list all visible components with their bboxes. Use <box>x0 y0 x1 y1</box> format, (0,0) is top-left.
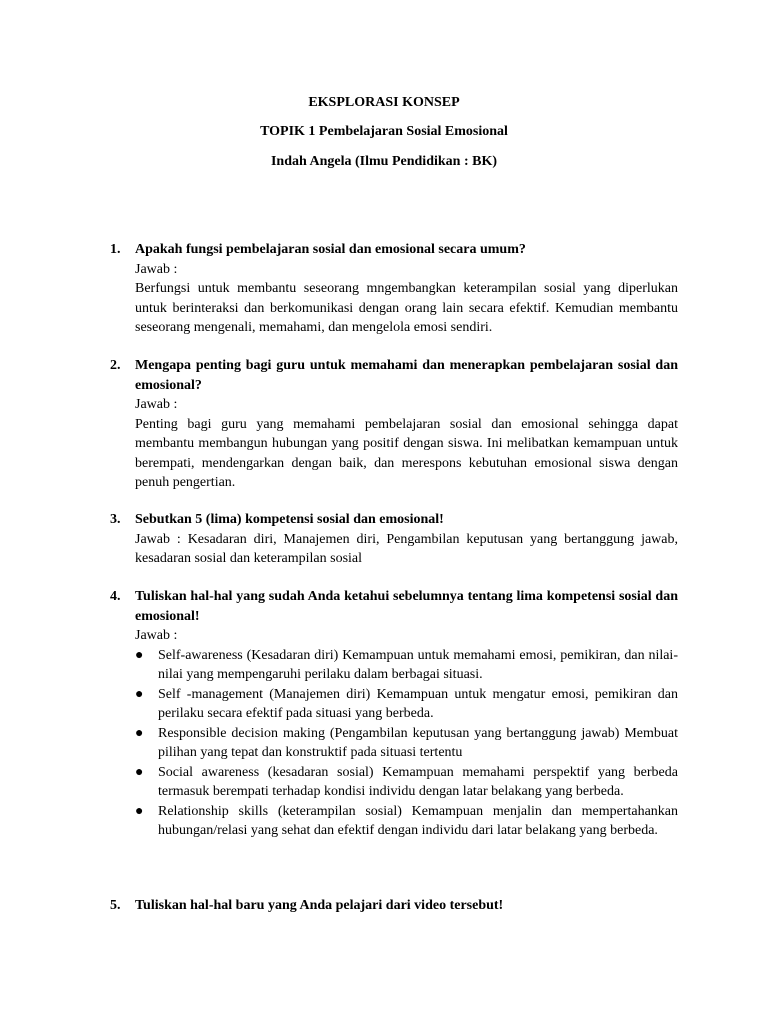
question-number: 4. <box>110 589 121 604</box>
list-item <box>135 802 678 841</box>
competency-list <box>135 646 678 841</box>
list-item <box>135 685 678 724</box>
question-number: 2. <box>110 358 121 373</box>
answer-text: Jawab : Kesadaran diri, Manajemen diri, Pengambilan keputusan yang bertanggung jawab, kesadaran sosial dan keterampilan sosial <box>135 531 678 566</box>
bullet-icon: ● <box>135 647 144 663</box>
list-item-text: Self-awareness (Kesadaran diri) Kemampuan untuk memahami emosi, pemikiran, dan nilai-nilai yang mempengaruhi perilaku dalam berbagai situasi. <box>158 647 678 682</box>
question-2 <box>110 356 678 493</box>
answer-label: Jawab : <box>135 628 178 643</box>
bullet-icon: ● <box>135 725 144 741</box>
list-item <box>135 646 678 685</box>
answer-label: Jawab : <box>135 261 178 277</box>
question-title: Tuliskan hal-hal yang sudah Anda ketahui sebelumnya tentang lima kompetensi sosial dan emosional! <box>135 589 678 624</box>
question-title: Sebutkan 5 (lima) kompetensi sosial dan emosional! <box>135 512 444 527</box>
question-number: 1. <box>110 242 121 257</box>
list-item-text: Relationship skills (keterampilan sosial) Kemampuan menjalin dan mempertahankan hubungan/relasi yang sehat dan efektif dengan individu dari latar belakang yang berbeda. <box>158 803 678 838</box>
list-item-text: Self -management (Manajemen diri) Kemampuan untuk mengatur emosi, pemikiran dan perilaku secara efektif pada situasi yang berbeda. <box>158 686 678 721</box>
question-title: Mengapa penting bagi guru untuk memahami dan menerapkan pembelajaran sosial dan emosional? <box>135 358 678 393</box>
bullet-icon: ● <box>135 764 144 780</box>
list-item-text: Social awareness (kesadaran sosial) Kemampuan memahami perspektif yang berbeda termasuk berempati terhadap kondisi individu dengan latar belakang yang berbeda. <box>158 764 678 799</box>
list-item <box>135 724 678 763</box>
question-number: 3. <box>110 512 121 527</box>
bullet-icon: ● <box>135 686 144 702</box>
question-4 <box>110 587 678 841</box>
document-title: EKSPLORASI KONSEP <box>308 95 460 110</box>
list-item-text: Responsible decision making (Pengambilan keputusan yang bertanggung jawab) Membuat pilihan yang tepat dan konstruktif pada situasi tertentu <box>158 725 678 760</box>
bullet-icon: ● <box>135 803 144 819</box>
question-title: Apakah fungsi pembelajaran sosial dan emosional secara umum? <box>135 242 526 257</box>
list-item <box>135 763 678 802</box>
topic-title: TOPIK 1 Pembelajaran Sosial Emosional <box>260 124 508 139</box>
question-title: Tuliskan hal-hal baru yang Anda pelajari dari video tersebut! <box>135 898 504 913</box>
question-1 <box>110 240 678 338</box>
answer-text: Berfungsi untuk membantu seseorang mngembangkan keterampilan sosial yang diperlukan untuk berinteraksi dan berkomunikasi dengan orang lain secara efektif. Kemudian membantu seseorang mengenali, memahami, dan mengelola emosi sendiri. <box>135 281 678 335</box>
answer-text: Penting bagi guru yang memahami pembelajaran sosial dan emosional sehingga dapat membantu membangun hubungan yang positif dengan siswa. Ini melibatkan kemampuan untuk berempati, mendengarkan dengan baik, dan merespons kebutuhan emosional siswa dengan penuh pengertian. <box>135 416 678 490</box>
question-5 <box>110 896 678 916</box>
question-number: 5. <box>110 898 121 913</box>
question-3 <box>110 510 678 569</box>
answer-label: Jawab : <box>135 397 178 412</box>
author-line: Indah Angela (Ilmu Pendidikan : BK) <box>270 154 497 169</box>
